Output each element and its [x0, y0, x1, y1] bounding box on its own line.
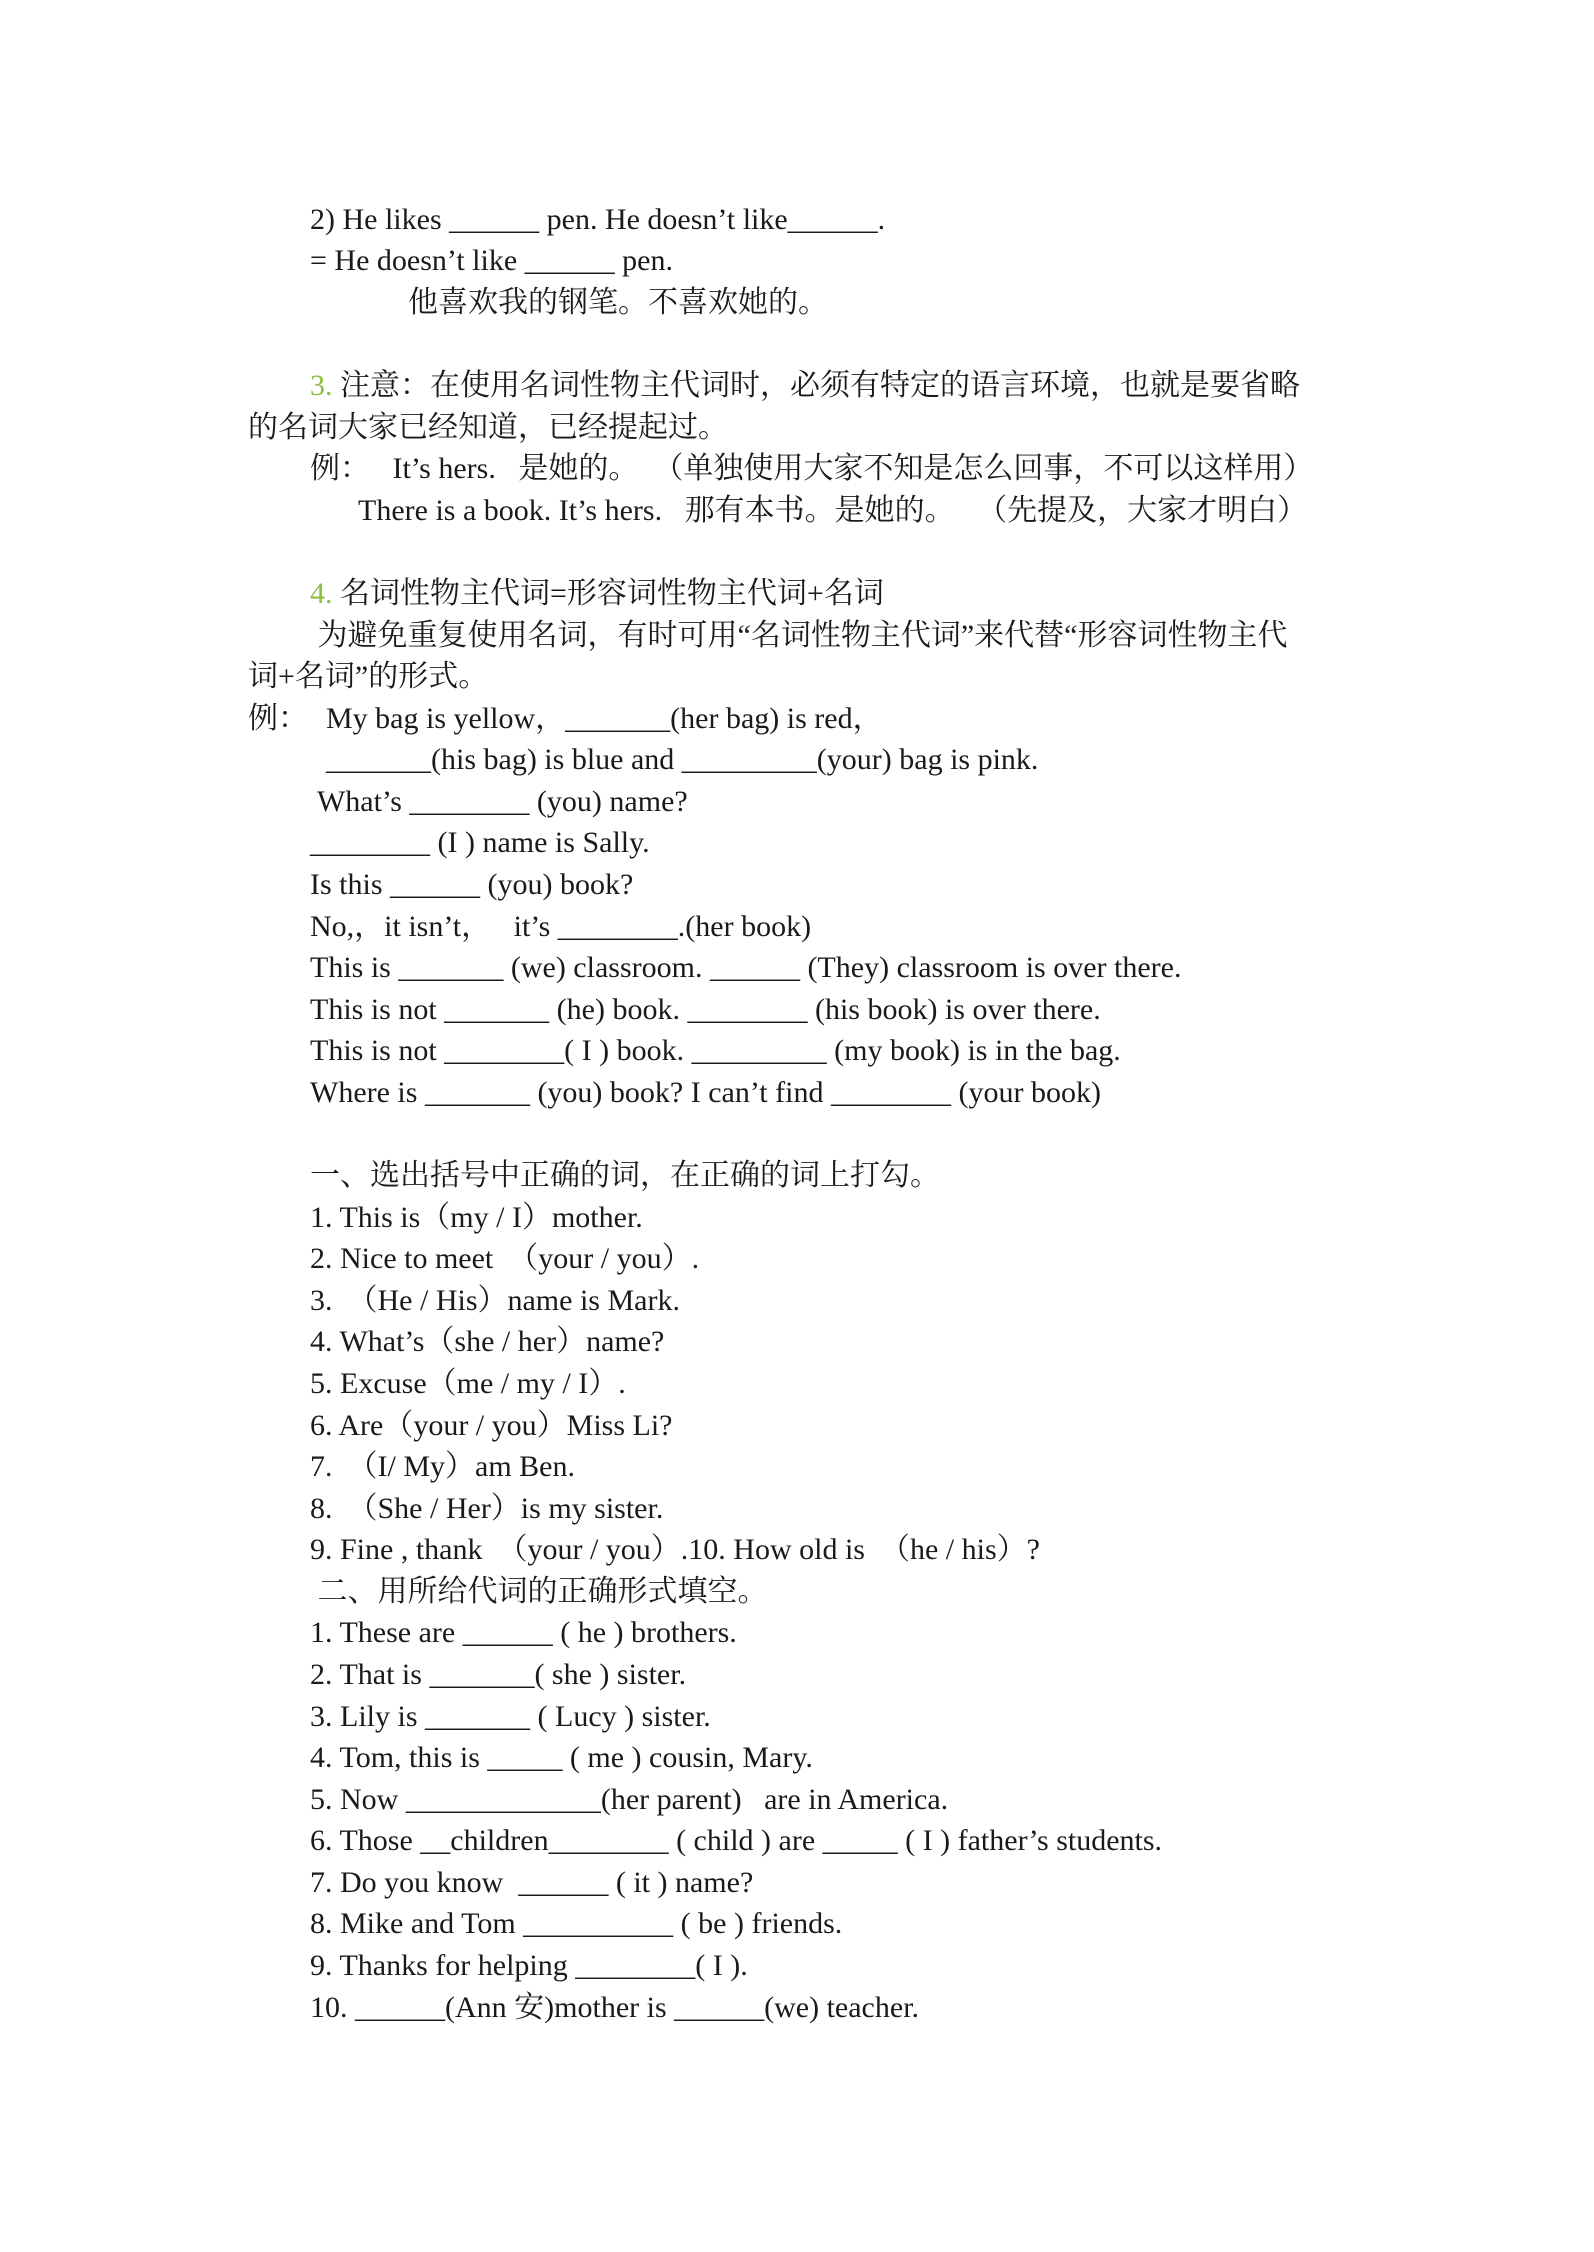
exercise-item: 3. （He / His）name is Mark.: [310, 1284, 680, 1317]
translation-line: 他喜欢我的钢笔。不喜欢她的。: [408, 286, 828, 319]
example-line: Where is _______ (you) book? I can’t find ________ (your book): [310, 1076, 1101, 1109]
example-line: _______(his bag) is blue and _________(your) bag is pink.: [326, 743, 1039, 776]
exercise-item: 10. ______(Ann 安)mother is ______(we) teacher.: [310, 1991, 920, 2024]
exercise-item: 9. Thanks for helping ________( I ).: [310, 1949, 748, 1982]
exercise-item: 2. Nice to meet （your / you）.: [310, 1242, 700, 1275]
exercise-item: 3. Lily is _______ ( Lucy ) sister.: [310, 1700, 711, 1733]
exercise-item: 7. （I/ My）am Ben.: [310, 1450, 575, 1483]
exercise-item: 1. These are ______ ( he ) brothers.: [310, 1616, 737, 1649]
example-line: 2) He likes ______ pen. He doesn’t like______.: [310, 203, 886, 236]
example-line: My bag is yellow，_______(her bag) is red，: [326, 702, 883, 735]
exercise-item: 9. Fine , thank （your / you）.10. How old is （he / his）?: [310, 1533, 1040, 1566]
note-number: 4.: [310, 577, 333, 610]
example-line: ________ (I ) name is Sally.: [310, 826, 650, 859]
note-text-continued: 的名词大家已经知道，已经提起过。: [248, 411, 728, 444]
example-line: What’s ________ (you) name?: [310, 785, 688, 818]
example-line: This is not _______ (he) book. ________ (his book) is over there.: [310, 993, 1101, 1026]
example-line: = He doesn’t like ______ pen.: [310, 244, 673, 277]
example-line: Is this ______ (you) book?: [310, 868, 634, 901]
exercise-2-title: 二、用所给代词的正确形式填空。: [310, 1575, 768, 1608]
exercise-item: 5. Now _____________(her parent) are in America.: [310, 1783, 949, 1816]
exercise-item: 4. What’s（she / her）name?: [310, 1325, 665, 1358]
exercise-item: 2. That is _______( she ) sister.: [310, 1658, 687, 1691]
example-line: No,，it isn’t， it’s ________.(her book): [310, 910, 812, 943]
exercise-item: 7. Do you know ______ ( it ) name?: [310, 1866, 754, 1899]
note-4-heading: [310, 574, 884, 614]
note-title: 名词性物主代词=形容词性物主代词+名词: [332, 577, 884, 610]
exercise-1-title: 一、选出括号中正确的词，在正确的词上打勾。: [310, 1159, 940, 1192]
example-line: This is _______ (we) classroom. ______ (They) classroom is over there.: [310, 951, 1182, 984]
exercise-item: 5. Excuse（me / my / I）.: [310, 1367, 626, 1400]
exercise-item: 8. Mike and Tom __________ ( be ) friends.: [310, 1907, 843, 1940]
exercise-item: 6. Those __children________ ( child ) are _____ ( I ) father’s students.: [310, 1824, 1163, 1857]
example-line: This is not ________( I ) book. _________ (my book) is in the bag.: [310, 1034, 1121, 1067]
example-line: 例： It’s hers. 是她的。 （单独使用大家不知是怎么回事，不可以这样用）: [310, 452, 1314, 485]
exercise-item: 1. This is（my / I）mother.: [310, 1201, 643, 1234]
example-label: 例：: [248, 702, 308, 735]
note-description: 为避免重复使用名词，有时可用“名词性物主代词”来代替“形容词性物主代: [310, 619, 1288, 652]
note-text: 注意：在使用名词性物主代词时，必须有特定的语言环境，也就是要省略: [332, 369, 1300, 402]
note-description-continued: 词+名词”的形式。: [248, 660, 489, 693]
exercise-item: 8. （She / Her）is my sister.: [310, 1492, 664, 1525]
note-number: 3.: [310, 369, 333, 402]
note-3-heading: [310, 366, 1300, 406]
exercise-item: 6. Are（your / you）Miss Li?: [310, 1409, 673, 1442]
example-line: There is a book. It’s hers. 那有本书。是她的。 （先提及，大家才明白）: [358, 494, 1308, 527]
exercise-item: 4. Tom, this is _____ ( me ) cousin, Mary.: [310, 1741, 813, 1774]
